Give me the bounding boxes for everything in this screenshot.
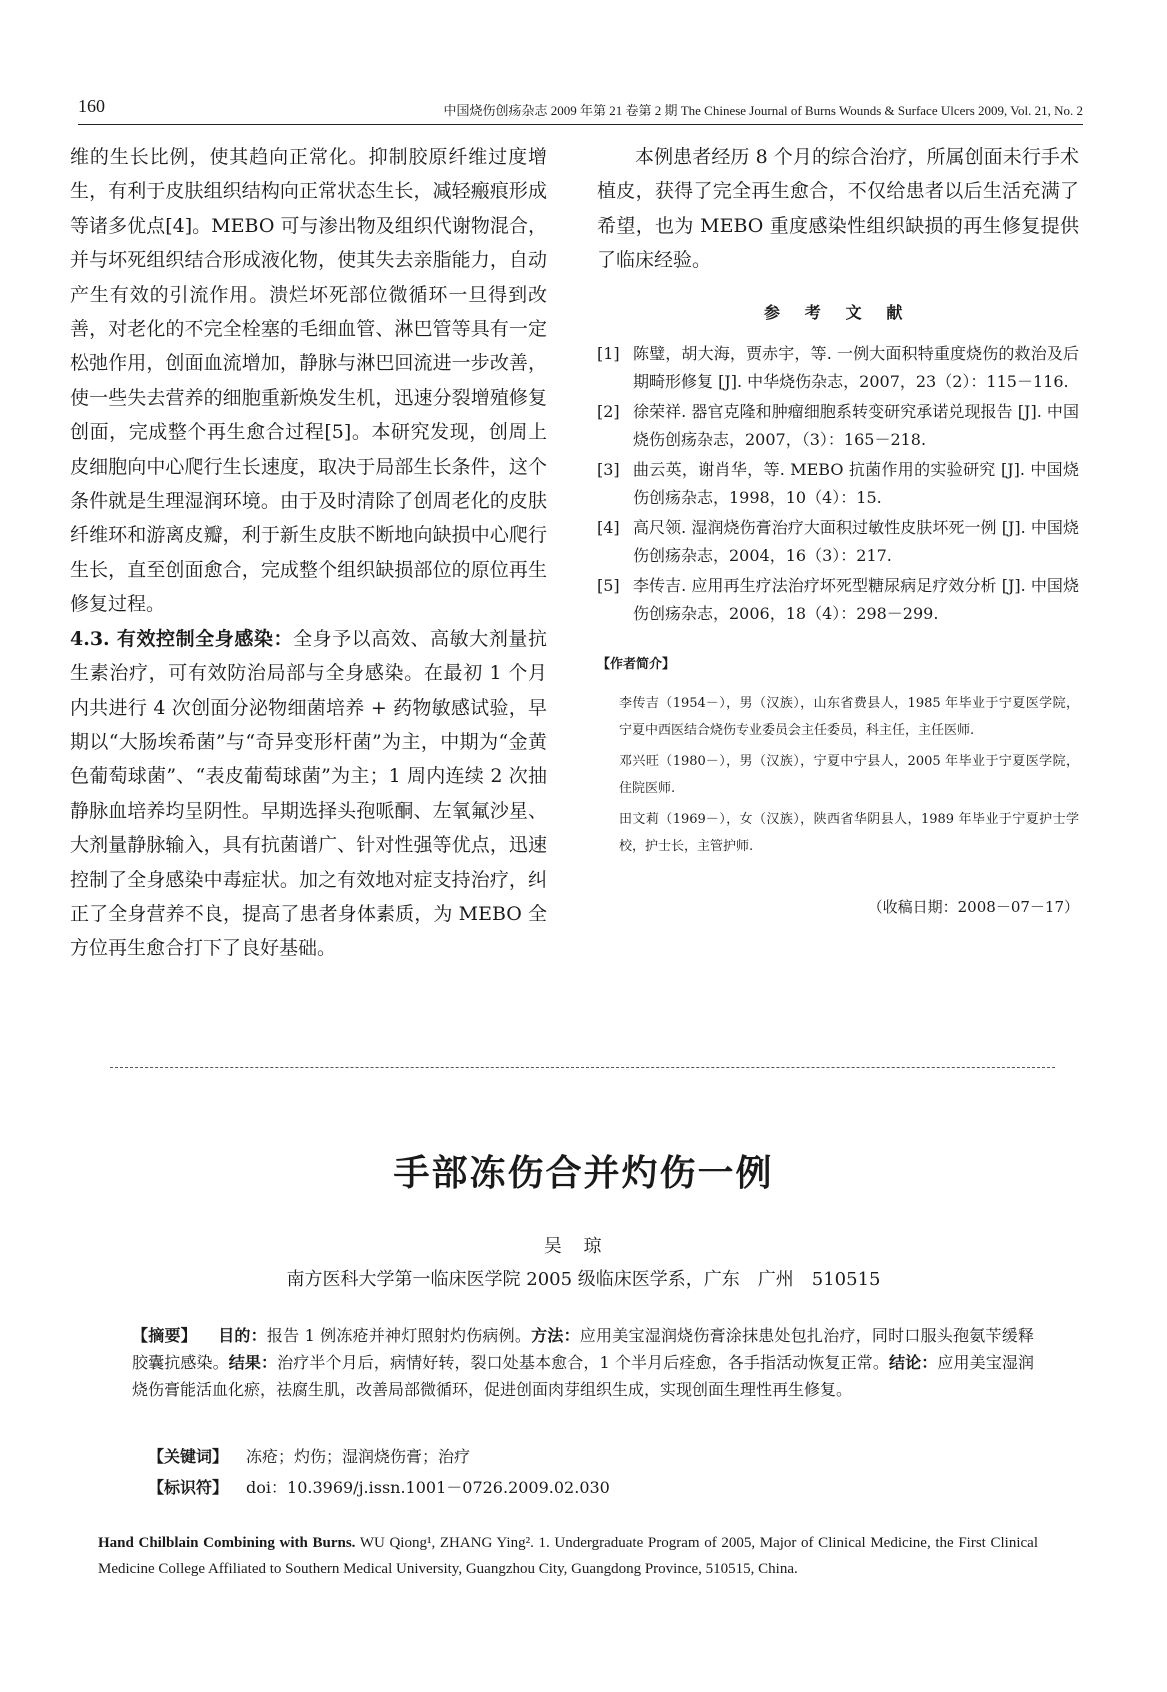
abstract-label: 【摘要】 bbox=[132, 1326, 197, 1345]
reference-item bbox=[597, 456, 1079, 512]
journal-citation-line: 中国烧伤创疡杂志 2009 年第 21 卷第 2 期 The Chinese Journal of Burns Wounds & Surface Ulcers 2009, Vol. 21, No. 2 bbox=[443, 103, 1083, 118]
conclusion-label: 结论： bbox=[888, 1353, 938, 1372]
keywords-label: 【关键词】 bbox=[148, 1447, 229, 1466]
reference-text: 曲云英，谢肖华，等. MEBO 抗菌作用的实验研究 [J]. 中国烧伤创疡杂志，1998，10（4）：15. bbox=[633, 460, 1079, 508]
author-bio: 邓兴旺（1980－），男（汉族），宁夏中宁县人，2005 年毕业于宁夏医学院，住院医师. bbox=[619, 754, 1079, 797]
doi-text: doi：10.3969/j.issn.1001－0726.2009.02.030 bbox=[246, 1478, 610, 1497]
reference-number: [4] bbox=[597, 518, 620, 538]
result-text: 治疗半个月后，病情好转，裂口处基本愈合，1 个半月后痊愈，各手指活动恢复正常。 bbox=[277, 1353, 889, 1372]
reference-number: [2] bbox=[597, 402, 620, 422]
right-column bbox=[597, 140, 1079, 925]
purpose-label: 目的： bbox=[218, 1326, 267, 1345]
english-authors-affiliation: WU Qiong¹, ZHANG Ying². 1. Undergraduate Program of 2005, Major of Clinical Medicine, the First Clinical Medicine College Affiliated to Southern Medical University, Guangzhou City, Guangdong Province, 510515, China. bbox=[98, 1535, 1038, 1577]
identifier-label: 【标识符】 bbox=[148, 1478, 229, 1497]
section-text: 全身予以高效、高敏大剂量抗生素治疗，可有效防治局部与全身感染。在最初 1 个月内共进行 4 次创面分泌物细菌培养 + 药物敏感试验，早期以“大肠埃希菌”与“奇异变形杆菌”为主，中期为“金黄色葡萄球菌”、“表皮葡萄球菌”为主；1 周内连续 2 次抽静脉血培养均呈阴性。早期选择头孢哌酮、左氧氟沙星、大剂量静脉输入，具有抗菌谱广、针对性强等优点，迅速控制了全身感染中毒症状。加之有效地对症支持治疗，纠正了全身营养不良，提高了患者身体素质，为 MEBO 全方位再生愈合打下了良好基础。 bbox=[70, 627, 547, 960]
reference-item bbox=[597, 340, 1079, 396]
abstract bbox=[132, 1322, 1034, 1403]
section-heading: 4.3. 有效控制全身感染： bbox=[70, 627, 294, 650]
reference-text: 高尺领. 湿润烧伤膏治疗大面积过敏性皮肤坏死一例 [J]. 中国烧伤创疡杂志，2004，16（3）：217. bbox=[633, 518, 1079, 566]
article-title: 手部冻伤合并灼伤一例 bbox=[393, 1153, 774, 1194]
purpose-text: 报告 1 例冻疮并神灯照射灼伤病例。 bbox=[266, 1326, 532, 1345]
method-text: 应用美宝湿润烧伤膏涂抹患处包扎治疗，同时口服头孢氨苄缓释胶囊抗感染。 bbox=[132, 1326, 1034, 1372]
reference-text: 李传吉. 应用再生疗法治疗坏死型糖尿病足疗效分析 [J]. 中国烧伤创疡杂志，2006，18（4）：298－299. bbox=[633, 576, 1079, 624]
method-label: 方法： bbox=[531, 1326, 580, 1345]
identifier-line bbox=[148, 1475, 610, 1498]
received-date: （收稿日期：2008－07－17） bbox=[867, 898, 1079, 917]
author-bio: 李传吉（1954－），男（汉族），山东省费县人，1985 年毕业于宁夏医学院，宁夏中西医结合烧伤专业委员会主任委员，科主任，主任医师. bbox=[619, 696, 1079, 739]
reference-text: 陈璧，胡大海，贾赤宇，等. 一例大面积特重度烧伤的救治及后期畸形修复 [J]. 中华烧伤杂志，2007，23（2）：115－116. bbox=[633, 344, 1079, 392]
keywords-text: 冻疮；灼伤；湿润烧伤膏；治疗 bbox=[246, 1447, 471, 1466]
references-heading: 参 考 文 献 bbox=[764, 302, 912, 322]
keywords-line bbox=[148, 1444, 470, 1467]
reference-number: [1] bbox=[597, 344, 620, 364]
page-number: 160 bbox=[78, 96, 105, 116]
left-column bbox=[70, 140, 547, 966]
body-paragraph: 维的生长比例，使其趋向正常化。抑制胶原纤维过度增生，有利于皮肤组织结构向正常状态生长，减轻瘢痕形成等诸多优点[4]。MEBO 可与渗出物及组织代谢物混合，并与坏死组织结合形成液化物，使其失去亲脂能力，自动产生有效的引流作用。溃烂坏死部位微循环一旦得到改善，对老化的不完全栓塞的毛细血管、淋巴管等具有一定松弛作用，创面血流增加，静脉与淋巴回流进一步改善，使一些失去营养的细胞重新焕发生机，迅速分裂增殖修复创面，完成整个再生愈合过程[5]。本研究发现，创周上皮细胞向中心爬行生长速度，取决于局部生长条件，这个条件就是生理湿润环境。由于及时清除了创周老化的皮肤纤维环和游离皮瓣，利于新生皮肤不断地向缺损中心爬行生长，直至创面愈合，完成整个组织缺损部位的原位再生修复过程。 bbox=[70, 146, 547, 616]
article-divider bbox=[110, 1067, 1055, 1068]
reference-number: [3] bbox=[597, 460, 620, 480]
reference-item bbox=[597, 398, 1079, 454]
reference-list bbox=[597, 340, 1079, 628]
author-affiliation: 南方医科大学第一临床医学院 2005 级临床医学系，广东 广州 510515 bbox=[286, 1269, 881, 1290]
body-paragraph: 本例患者经历 8 个月的综合治疗，所属创面未行手术植皮，获得了完全再生愈合，不仅给患者以后生活充满了希望，也为 MEBO 重度感染性组织缺损的再生修复提供了临床经验。 bbox=[597, 146, 1079, 272]
article-author: 吴琼 bbox=[543, 1236, 624, 1257]
reference-item bbox=[597, 514, 1079, 570]
conclusion-text: 应用美宝湿润烧伤膏能活血化瘀，祛腐生肌，改善局部微循环，促进创面肉芽组织生成，实现创面生理性再生修复。 bbox=[132, 1353, 1034, 1399]
author-bio-heading: 【作者简介】 bbox=[597, 657, 676, 673]
abstract-text bbox=[132, 1322, 1034, 1403]
body-paragraph bbox=[70, 622, 547, 966]
author-bio: 田文莉（1969－），女（汉族），陕西省华阴县人，1989 年毕业于宁夏护士学校，护士长，主管护师. bbox=[619, 812, 1079, 855]
reference-number: [5] bbox=[597, 576, 620, 596]
english-abstract-header bbox=[98, 1530, 1038, 1582]
result-label: 结果： bbox=[228, 1353, 278, 1372]
running-header bbox=[78, 96, 1083, 125]
reference-text: 徐荣祥. 器官克隆和肿瘤细胞系转变研究承诺兑现报告 [J]. 中国烧伤创疡杂志，2007，（3）：165－218. bbox=[633, 402, 1079, 450]
reference-item bbox=[597, 572, 1079, 628]
english-title: Hand Chilblain Combining with Burns. bbox=[98, 1535, 356, 1551]
